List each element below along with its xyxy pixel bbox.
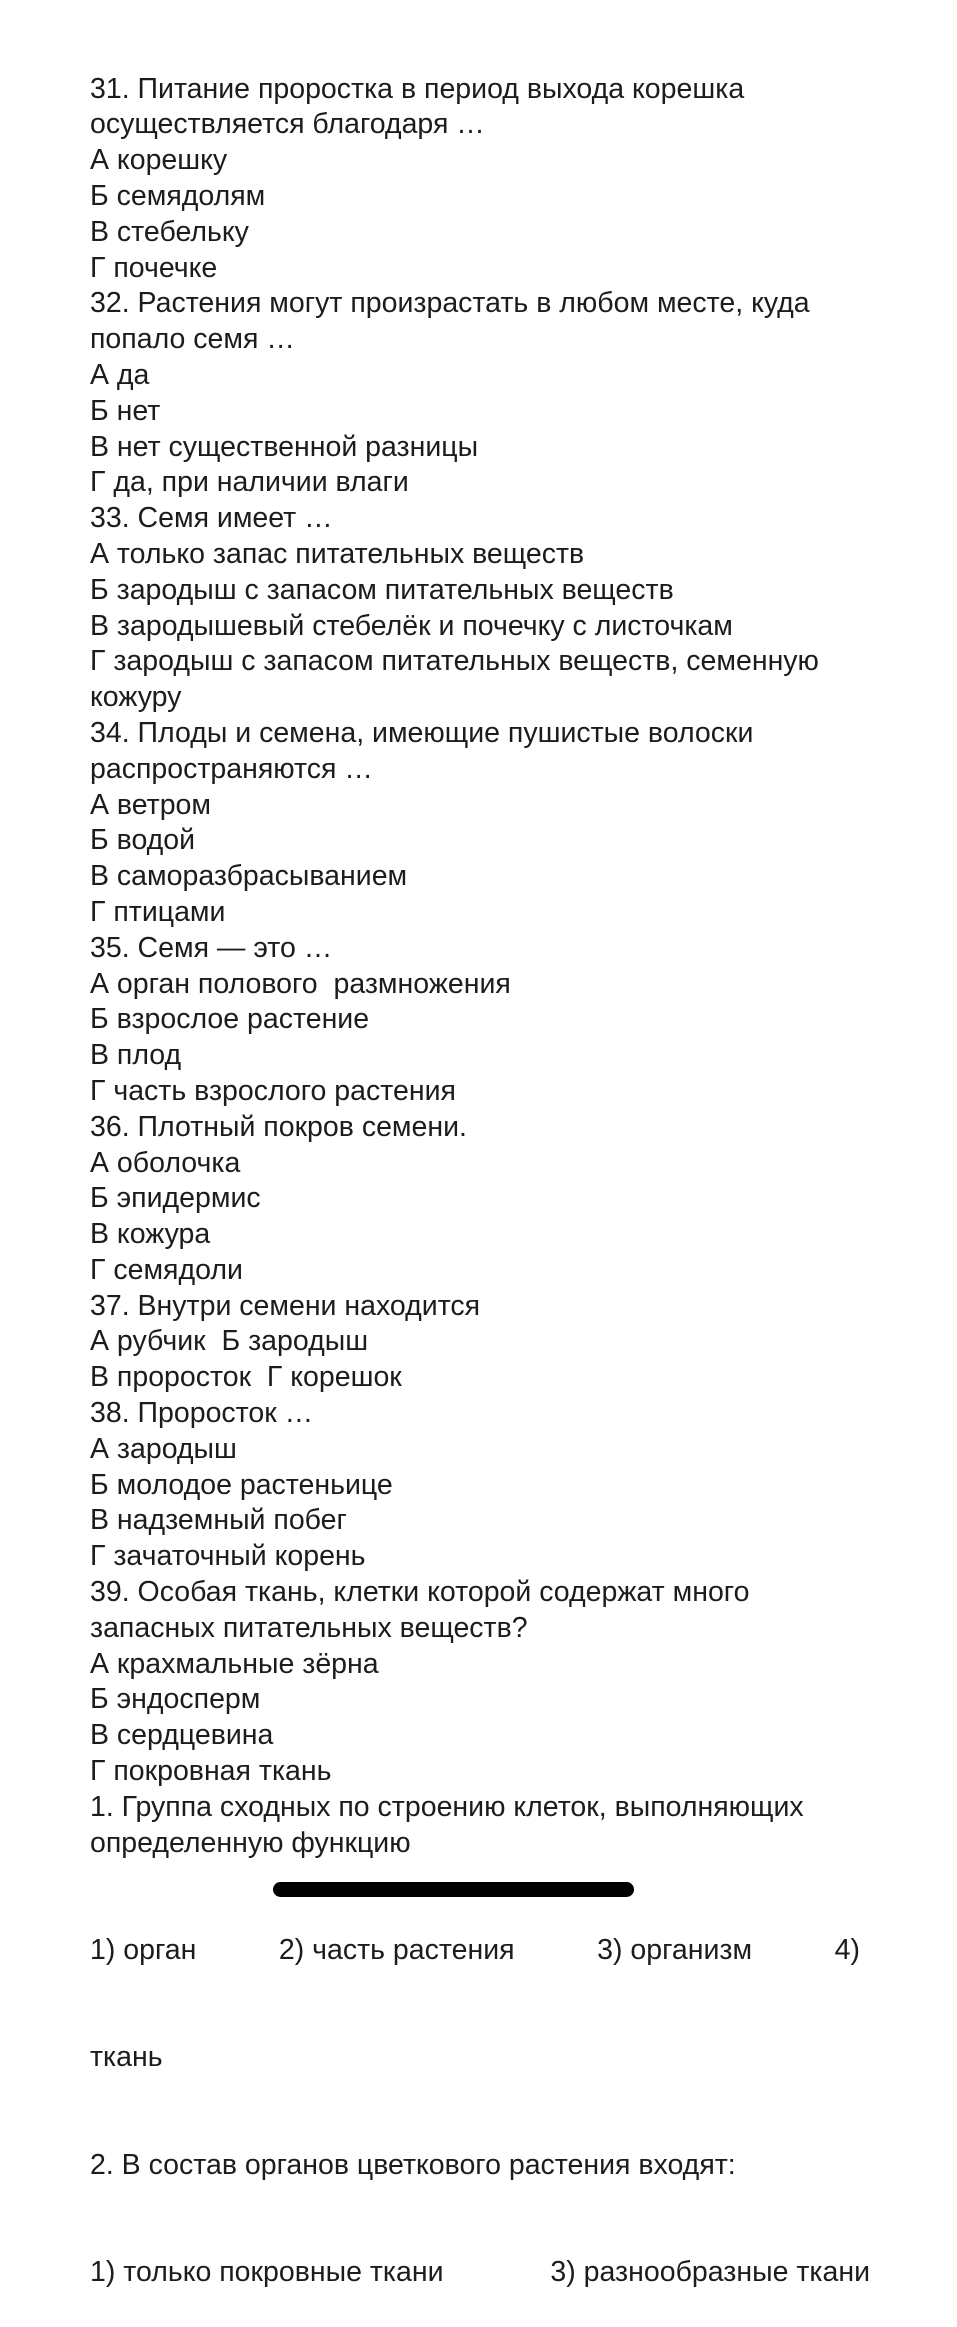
document-line: 32. Растения могут произрастать в любом месте, куда bbox=[90, 287, 810, 320]
document-line: Б семядолям bbox=[90, 179, 266, 212]
document-line: Б взрослое растение bbox=[90, 1003, 370, 1036]
document-line: Б эндосперм bbox=[90, 1683, 261, 1716]
document-line: 31. Питание проростка в период выхода корешка bbox=[90, 72, 745, 105]
document-line: осуществляется благодаря … bbox=[90, 108, 485, 141]
document-line: Б зародыш с запасом питательных веществ bbox=[90, 573, 674, 606]
q2-option-1: 1) только покровные ткани bbox=[90, 2256, 444, 2289]
document-line: А орган полового размножения bbox=[90, 967, 511, 1000]
document-line: В саморазбрасыванием bbox=[90, 860, 408, 893]
document-line: А корешку bbox=[90, 144, 228, 177]
question-2-title: 2. В состав органов цветкового растения входят: bbox=[90, 2148, 736, 2181]
document-line: В зародышевый стебелёк и почечку с листочкам bbox=[90, 609, 733, 642]
document-line: Г зародыш с запасом питательных веществ, семенную bbox=[90, 645, 819, 678]
document-line: В нет существенной разницы bbox=[90, 430, 479, 463]
document-line: Г почечке bbox=[90, 251, 218, 284]
document-line: А да bbox=[90, 358, 150, 391]
document-line: 36. Плотный покров семени. bbox=[90, 1110, 467, 1143]
home-indicator[interactable] bbox=[273, 1882, 634, 1897]
document-line: А оболочка bbox=[90, 1146, 241, 1179]
document-line: А крахмальные зёрна bbox=[90, 1647, 379, 1680]
document-text bbox=[90, 0, 920, 2327]
document-line: А зародыш bbox=[90, 1432, 237, 1465]
q1-option-continuation: ткань bbox=[90, 2041, 163, 2074]
q1-option-2: 2) часть растения bbox=[278, 1934, 515, 1967]
document-line: Б молодое растеньице bbox=[90, 1468, 393, 1501]
document-line: кожуру bbox=[90, 681, 182, 714]
document-line: Г покровная ткань bbox=[90, 1755, 332, 1788]
document-line: распространяются … bbox=[90, 752, 373, 785]
q1-option-4: 4) bbox=[834, 1934, 860, 1967]
document-line: Г семядоли bbox=[90, 1253, 243, 1286]
document-line: В проросток Г корешок bbox=[90, 1361, 402, 1394]
document-line: попало семя … bbox=[90, 323, 295, 356]
q2-options-row-partial bbox=[90, 2255, 870, 2291]
document-line: Г да, при наличии влаги bbox=[90, 466, 409, 499]
document-line: Г птицами bbox=[90, 895, 226, 928]
document-line: 33. Семя имеет … bbox=[90, 502, 333, 535]
document-line: Б нет bbox=[90, 394, 161, 427]
document-line: В плод bbox=[90, 1039, 182, 1072]
document-line: 39. Особая ткань, клетки которой содержат много bbox=[90, 1576, 750, 1609]
document-line: В кожура bbox=[90, 1218, 211, 1251]
document-line: А только запас питательных веществ bbox=[90, 537, 585, 570]
document-line: 1. Группа сходных по строению клеток, выполняющих bbox=[90, 1790, 804, 1823]
document-line: Г часть взрослого растения bbox=[90, 1074, 456, 1107]
document-line: определенную функцию bbox=[90, 1826, 411, 1859]
document-line: 34. Плоды и семена, имеющие пушистые волоски bbox=[90, 716, 754, 749]
document-line: Г зачаточный корень bbox=[90, 1540, 366, 1573]
document-line: В надземный побег bbox=[90, 1504, 347, 1537]
document-line: Б эпидермис bbox=[90, 1182, 261, 1215]
document-line: Б водой bbox=[90, 824, 196, 857]
q1-options-row bbox=[90, 1933, 860, 1969]
q1-option-3: 3) организм bbox=[597, 1934, 753, 1967]
document-line: А ветром bbox=[90, 788, 211, 821]
document-line: 38. Проросток … bbox=[90, 1397, 314, 1430]
document-line: В сердцевина bbox=[90, 1719, 274, 1752]
document-line: 35. Семя — это … bbox=[90, 931, 333, 964]
document-line: В стебельку bbox=[90, 215, 249, 248]
q1-option-1: 1) орган bbox=[90, 1934, 197, 1967]
q2-option-3: 3) разнообразные ткани bbox=[550, 2256, 870, 2289]
document-line: 37. Внутри семени находится bbox=[90, 1289, 481, 1322]
document-line: А рубчик Б зародыш bbox=[90, 1325, 369, 1358]
text-lines bbox=[90, 72, 920, 1862]
document-line: запасных питательных веществ? bbox=[90, 1611, 528, 1644]
